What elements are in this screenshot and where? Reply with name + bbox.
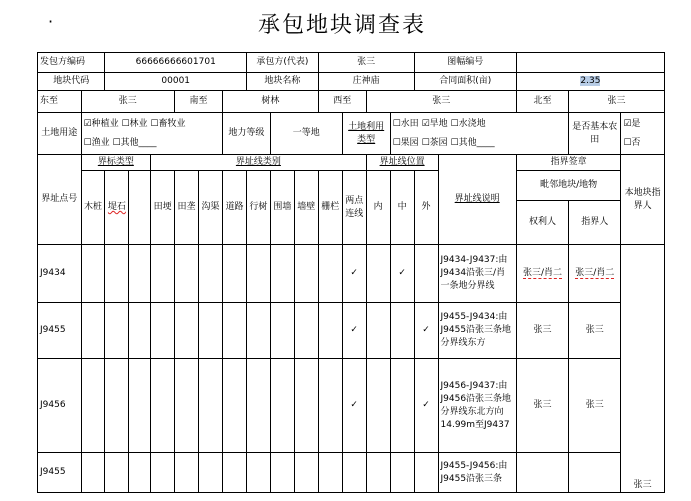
label-land-use: 土地用途 — [38, 113, 82, 155]
pos-middle-check — [390, 359, 414, 453]
header-line-description: 界址线说明 — [438, 155, 516, 245]
option-forestry[interactable]: ☐林业 — [121, 118, 148, 129]
value-west: 张三 — [366, 91, 516, 113]
label-employer-code: 发包方编码 — [38, 53, 105, 73]
title-bullet: · — [48, 12, 54, 31]
header-stake-blank — [129, 171, 151, 245]
neighbor-owner — [516, 453, 568, 493]
label-south: 南至 — [175, 91, 223, 113]
value-soil-grade: 一等地 — [270, 113, 342, 155]
neighbor-pointer: 张三 — [569, 303, 621, 359]
header-sign: 指界签章 — [516, 155, 620, 171]
label-east: 东至 — [38, 91, 82, 113]
header-wood-stake: 木桩 — [81, 171, 105, 245]
header-pointer: 指界人 — [569, 201, 621, 245]
header-line-type-0: 田埂 — [151, 171, 175, 245]
value-plot-name: 庄神庙 — [318, 73, 414, 91]
pos-middle-check: ✓ — [390, 245, 414, 303]
line-check: ✓ — [342, 303, 366, 359]
table-row — [38, 245, 665, 303]
option-other-type[interactable]: ☐其他____ — [450, 137, 495, 148]
survey-table — [37, 52, 665, 493]
document-title: 承包地块调查表 — [258, 13, 427, 38]
option-orchard[interactable]: ☐果园 — [392, 137, 419, 148]
option-yes[interactable]: ☑是 — [623, 118, 641, 129]
header-stake-type: 界标类型 — [81, 155, 151, 171]
neighbor-pointer: 张三/肖二 — [569, 245, 621, 303]
label-plot-code: 地块代码 — [38, 73, 105, 91]
neighbor-pointer — [569, 453, 621, 493]
value-contractor: 张三 — [318, 53, 414, 73]
value-south: 树林 — [222, 91, 318, 113]
option-dryland[interactable]: ☑旱地 — [421, 118, 448, 129]
header-owner: 权利人 — [516, 201, 568, 245]
table-row — [38, 453, 665, 493]
neighbor-owner: 张三 — [516, 359, 568, 453]
header-pos-middle: 中 — [390, 171, 414, 245]
label-contract-area: 合同面积(亩) — [414, 73, 516, 91]
option-other-use[interactable]: ☐其他____ — [112, 137, 157, 148]
line-description: J9434-J9437:由J9434沿张三/肖一条地分界线 — [438, 245, 516, 303]
land-type-options — [390, 113, 568, 155]
option-livestock[interactable]: ☐畜牧业 — [150, 118, 186, 129]
option-fishery[interactable]: ☐渔业 — [83, 137, 110, 148]
value-employer-code: 66666666601701 — [105, 53, 246, 73]
label-plot-name: 地块名称 — [246, 73, 318, 91]
label-west: 西至 — [318, 91, 366, 113]
header-self-pointer: 本地块指界人 — [621, 155, 665, 245]
label-soil-grade: 地力等级 — [222, 113, 270, 155]
header-concrete-stake: 堤石 — [105, 171, 129, 245]
line-description: J9455-J9456:由J9455沿张三条 — [438, 453, 516, 493]
table-row — [38, 303, 665, 359]
pos-middle-check — [390, 303, 414, 359]
pos-outer-check: ✓ — [414, 303, 438, 359]
label-north: 北至 — [516, 91, 568, 113]
pos-outer-check — [414, 245, 438, 303]
label-map-number: 图幅编号 — [414, 53, 516, 73]
option-irrigated[interactable]: ☐水浇地 — [450, 118, 486, 129]
point-number: J9455 — [38, 303, 82, 359]
option-no[interactable]: ☐否 — [623, 137, 641, 148]
header-line-type-8: 两点连线 — [342, 171, 366, 245]
option-tea[interactable]: ☐茶园 — [421, 137, 448, 148]
table-row — [38, 359, 665, 453]
label-land-type: 土地利用类型 — [342, 113, 390, 155]
line-check — [342, 453, 366, 493]
header-point-number: 界址点号 — [38, 155, 82, 245]
value-north: 张三 — [569, 91, 665, 113]
value-map-number — [516, 53, 664, 73]
self-pointer-name: 张三 — [621, 245, 665, 493]
neighbor-owner: 张三 — [516, 303, 568, 359]
point-number: J9455 — [38, 453, 82, 493]
point-number: J9434 — [38, 245, 82, 303]
header-pos-outer: 外 — [414, 171, 438, 245]
value-contract-area: 2.35 — [516, 73, 664, 91]
header-line-type: 界址线类别 — [151, 155, 367, 171]
option-planting[interactable]: ☑种植业 — [83, 118, 119, 129]
basic-farmland-options — [621, 113, 665, 155]
header-line-type-2: 沟渠 — [199, 171, 223, 245]
header-line-type-7: 栅栏 — [318, 171, 342, 245]
option-paddy[interactable]: ☐水田 — [392, 118, 419, 129]
pos-outer-check: ✓ — [414, 359, 438, 453]
pos-middle-check — [390, 453, 414, 493]
pos-outer-check — [414, 453, 438, 493]
header-neighbor: 毗邻地块/地物 — [516, 171, 620, 201]
line-check: ✓ — [342, 359, 366, 453]
label-contractor: 承包方(代表) — [246, 53, 318, 73]
header-line-type-1: 田垄 — [175, 171, 199, 245]
header-line-type-6: 墙壁 — [294, 171, 318, 245]
header-line-type-3: 道路 — [222, 171, 246, 245]
value-east: 张三 — [81, 91, 175, 113]
label-basic-farmland: 是否基本农田 — [569, 113, 621, 155]
line-description: J9455-J9434:由J9455沿张三条地分界线东方 — [438, 303, 516, 359]
point-number: J9456 — [38, 359, 82, 453]
line-description: J9456-J9437:由J9456沿张三条地分界线东北方向14.99m至J9437 — [438, 359, 516, 453]
value-plot-code: 00001 — [105, 73, 246, 91]
header-line-type-4: 行树 — [246, 171, 270, 245]
land-use-options — [81, 113, 222, 155]
neighbor-owner: 张三/肖二 — [516, 245, 568, 303]
line-check: ✓ — [342, 245, 366, 303]
header-pos-inner: 内 — [366, 171, 390, 245]
header-line-position: 界址线位置 — [366, 155, 438, 171]
header-line-type-5: 围墙 — [270, 171, 294, 245]
neighbor-pointer: 张三 — [569, 359, 621, 453]
